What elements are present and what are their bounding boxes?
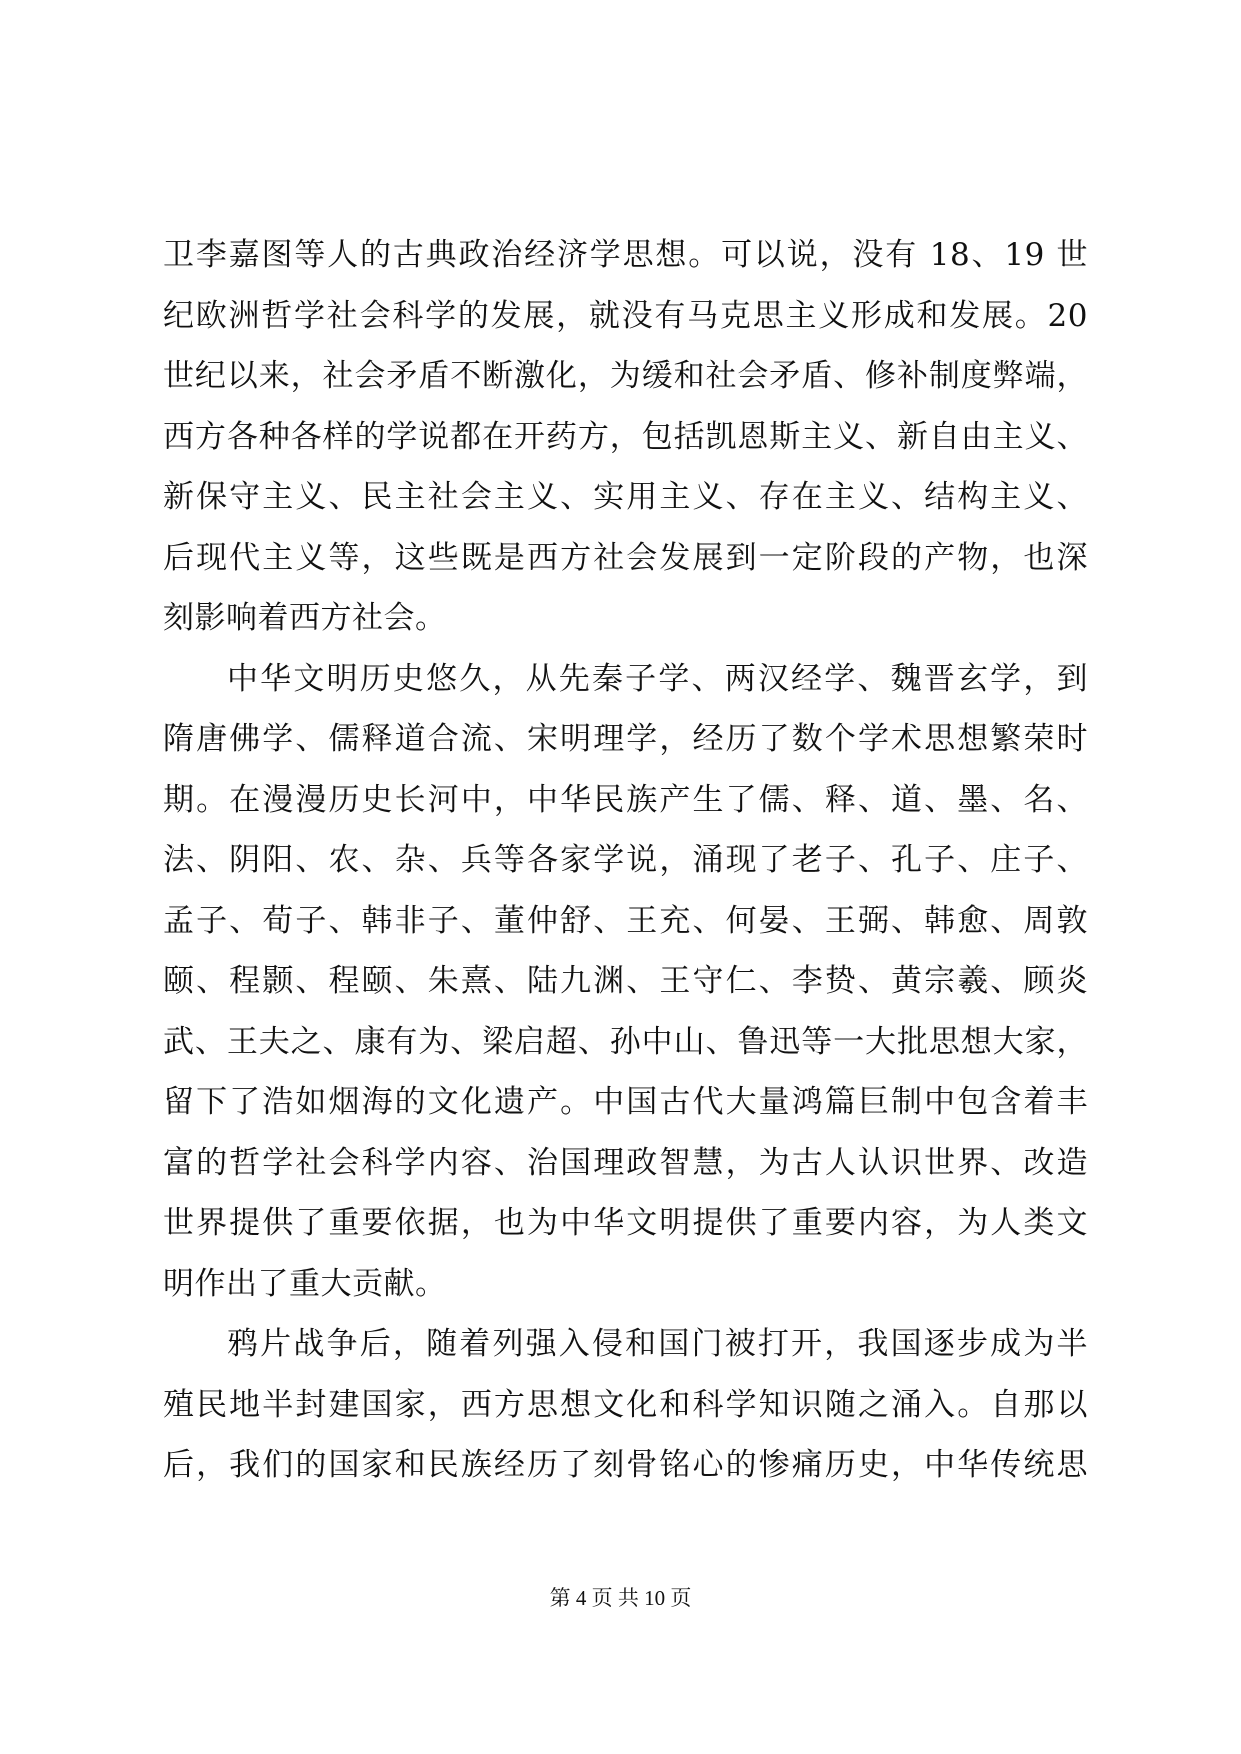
text-line: 纪欧洲哲学社会科学的发展，就没有马克思主义形成和发展。20 bbox=[163, 297, 1088, 334]
text-line: 隋唐佛学、儒释道合流、宋明理学，经历了数个学术思想繁荣时 bbox=[163, 721, 1088, 757]
text-line: 中华文明历史悠久，从先秦子学、两汉经学、魏晋玄学，到 bbox=[227, 660, 1088, 697]
text-line: 后现代主义等，这些既是西方社会发展到一定阶段的产物，也深 bbox=[163, 539, 1088, 576]
text-line: 新保守主义、民主社会主义、实用主义、存在主义、结构主义、 bbox=[163, 479, 1088, 515]
document-body bbox=[163, 225, 1088, 1496]
paragraph-2 bbox=[163, 649, 1088, 1315]
text-line: 留下了浩如烟海的文化遗产。中国古代大量鸿篇巨制中包含着丰 bbox=[163, 1084, 1088, 1120]
text-line: 刻影响着西方社会。 bbox=[163, 600, 447, 636]
text-line: 期。在漫漫历史长河中，中华民族产生了儒、释、道、墨、名、 bbox=[163, 781, 1088, 818]
text-line: 孟子、荀子、韩非子、董仲舒、王充、何晏、王弼、韩愈、周敦 bbox=[163, 902, 1088, 939]
paragraph-3 bbox=[163, 1314, 1088, 1496]
text-line: 后，我们的国家和民族经历了刻骨铭心的惨痛历史，中华传统思 bbox=[163, 1447, 1088, 1483]
text-line: 鸦片战争后，随着列强入侵和国门被打开，我国逐步成为半 bbox=[227, 1326, 1088, 1362]
text-line: 西方各种各样的学说都在开药方，包括凯恩斯主义、新自由主义、 bbox=[163, 418, 1088, 455]
text-line: 颐、程颢、程颐、朱熹、陆九渊、王守仁、李贽、黄宗羲、顾炎 bbox=[163, 963, 1088, 999]
paragraph-1 bbox=[163, 225, 1088, 649]
text-line: 卫李嘉图等人的古典政治经济学思想。可以说，没有 18、19 世 bbox=[163, 237, 1088, 273]
text-line: 世纪以来，社会矛盾不断激化，为缓和社会矛盾、修补制度弊端， bbox=[163, 358, 1088, 394]
text-line: 武、王夫之、康有为、梁启超、孙中山、鲁迅等一大批思想大家， bbox=[163, 1023, 1088, 1060]
text-line: 富的哲学社会科学内容、治国理政智慧，为古人认识世界、改造 bbox=[163, 1144, 1088, 1181]
text-line: 世界提供了重要依据，也为中华文明提供了重要内容，为人类文 bbox=[163, 1205, 1088, 1241]
text-line: 明作出了重大贡献。 bbox=[163, 1265, 447, 1302]
page-number-footer: 第 4 页 共 10 页 bbox=[549, 1586, 692, 1610]
text-line: 法、阴阳、农、杂、兵等各家学说，涌现了老子、孔子、庄子、 bbox=[163, 842, 1088, 878]
text-line: 殖民地半封建国家，西方思想文化和科学知识随之涌入。自那以 bbox=[163, 1386, 1088, 1423]
